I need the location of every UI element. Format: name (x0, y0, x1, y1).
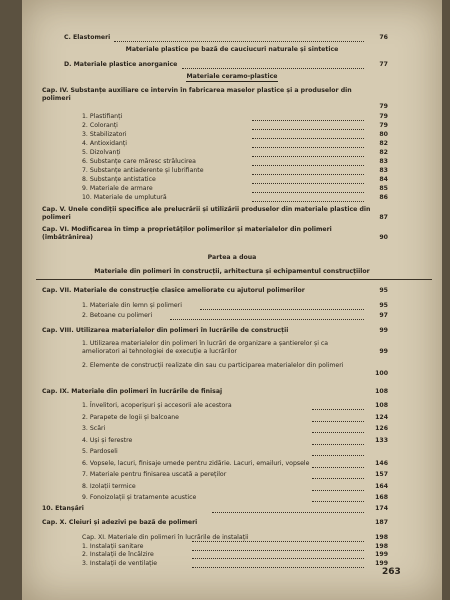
toc-entry: 2. Parapete de logii și balcoane (82, 413, 179, 421)
toc-entry: 2. Instalații de încălzire (82, 551, 154, 558)
leader-dots (200, 309, 364, 310)
toc-entry: 1. Materiale din lemn și polimeri (82, 302, 182, 309)
leader-dots (192, 567, 364, 568)
toc-page: 83 (379, 158, 388, 165)
toc-page: 124 (375, 413, 388, 421)
leader-dots (114, 41, 364, 42)
toc-page: 95 (379, 287, 388, 294)
toc-page: 79 (379, 103, 388, 110)
toc-entry: 10. Materiale de umplutură (82, 194, 167, 201)
toc-page: 86 (379, 194, 388, 201)
part-title: Materiale din polimeri în construcții, arhitectura și echipamentul construcțiilor (94, 268, 370, 275)
page-number: 263 (382, 567, 401, 577)
toc-page: 80 (379, 131, 388, 138)
leader-dots (252, 174, 364, 175)
leader-dots (252, 129, 364, 130)
toc-entry: 9. Materiale de armare (82, 185, 153, 192)
toc-entry: 3. Scări (82, 425, 106, 432)
chapter-entry: Cap. VI. Modificarea în timp a proprietăților polimerilor și materialelor din polimeri (îmbătrânirea) (42, 226, 332, 242)
toc-entry: 2. Coloranți (82, 122, 118, 129)
toc-entry: 4. Uși și ferestre (82, 436, 133, 444)
leader-dots (312, 478, 364, 479)
leader-dots (192, 541, 364, 542)
toc-page: 146 (375, 459, 388, 467)
leader-dots (252, 147, 364, 148)
leader-dots (312, 455, 364, 456)
chapter-entry: Cap. X. Cleiuri și adezivi pe bază de polimeri (42, 519, 198, 526)
toc-entry: 7. Materiale pentru finisarea uscată a pereților (82, 471, 227, 478)
leader-dots (170, 319, 364, 320)
toc-entry: 9. Fonoizolații și tratamente acustice (82, 494, 197, 501)
leader-dots (252, 192, 364, 193)
leader-dots (182, 68, 364, 69)
toc-entry: 1. Plastifianți (82, 113, 123, 120)
toc-page: 95 (379, 302, 388, 309)
toc-entry: 3. Stabilizatori (82, 131, 127, 138)
leader-dots (252, 156, 364, 157)
chapter-entry: Cap. VIII. Utilizarea materialelor din polimeri în lucrările de construcții (42, 327, 289, 334)
leader-dots (192, 558, 364, 559)
leader-dots (312, 490, 364, 491)
leader-dots (192, 550, 364, 551)
toc-page: 87 (379, 214, 388, 221)
toc-page: 108 (375, 402, 388, 409)
toc-page: 199 (375, 551, 388, 558)
toc-page: 82 (379, 140, 388, 147)
toc-entry: 3. Instalații de ventilație (82, 559, 158, 567)
toc-page: 108 (375, 388, 388, 395)
leader-dots (312, 467, 364, 468)
toc-page: 187 (375, 519, 388, 526)
toc-entry: Cap. XI. Materiale din polimeri în lucrările de instalații (82, 534, 249, 541)
toc-page: 97 (379, 312, 388, 319)
toc-entry: 8. Substanțe antistatice (82, 176, 156, 183)
toc-page: 164 (375, 482, 388, 490)
toc-entry: 2. Betoane cu polimeri (82, 312, 153, 319)
toc-page: 90 (379, 234, 388, 241)
leader-dots (312, 432, 364, 433)
toc-entry: 5. Dizolvanți (82, 149, 121, 156)
toc-entry: 8. Izolații termice (82, 482, 136, 490)
toc-entry: D. Materiale plastice anorganice (64, 61, 178, 68)
toc-page: 198 (375, 534, 388, 541)
toc-entry: C. Elastomeri (64, 34, 111, 41)
toc-entry: 1. Instalații sanitare (82, 542, 144, 550)
toc-page: 99 (379, 327, 388, 334)
toc-page: 76 (379, 34, 388, 41)
toc-entry: 1. Învelitori, acoperișuri și accesorii ale acestora (82, 402, 232, 409)
toc-entry: 2. Elemente de construcții realizate din sau cu participarea materialelor din polimeri (82, 362, 344, 369)
toc-page: 198 (375, 542, 388, 550)
section-heading: Materiale plastice pe bază de cauciucuri naturale și sintetice (125, 46, 339, 53)
toc-entry: 6. Vopsele, lacuri, finisaje umede pentru zidărie. Lacuri, emailuri, vopsele (82, 459, 310, 467)
divider (36, 279, 432, 280)
document-page (22, 0, 442, 600)
chapter-entry: Cap. IV. Substanțe auxiliare ce intervin în fabricarea maselor plastice și a produselor din polimeri (42, 87, 352, 103)
toc-page: 157 (375, 471, 388, 478)
toc-entry: 4. Antioxidanți (82, 140, 127, 147)
toc-page: 133 (375, 436, 388, 444)
toc-page: 79 (379, 113, 388, 120)
toc-page: 168 (375, 494, 388, 501)
toc-entry: 1. Utilizarea materialelor din polimeri în lucrări de organizare a șantierelor și ca amelioratori ai tehnologiei de execuție a lucrărilor (82, 340, 329, 356)
leader-dots (252, 165, 364, 166)
section-heading: Materiale ceramo-plastice (186, 73, 278, 80)
chapter-entry: Cap. V. Unele condiții specifice ale prelucrării și utilizării produselor din materiale plastice din polimeri (42, 206, 371, 222)
leader-dots (312, 444, 364, 445)
toc-page: 77 (379, 61, 388, 68)
toc-page: 99 (379, 348, 388, 355)
leader-dots (252, 201, 364, 202)
toc-page: 199 (375, 559, 388, 567)
leader-dots (252, 138, 364, 139)
leader-dots (312, 501, 364, 502)
leader-dots (312, 409, 364, 410)
toc-page: 85 (379, 185, 388, 192)
toc-page: 84 (379, 176, 388, 183)
leader-dots (252, 120, 364, 121)
toc-page: 126 (375, 425, 388, 432)
toc-page: 174 (375, 505, 388, 512)
toc-entry: 5. Pardoseli (82, 448, 118, 455)
leader-dots (252, 183, 364, 184)
toc-page: 83 (379, 167, 388, 174)
chapter-entry: Cap. VII. Materiale de construcție clasice ameliorate cu ajutorul polimerilor (42, 287, 305, 294)
toc-page: 79 (379, 122, 388, 129)
toc-page: 100 (375, 370, 388, 377)
chapter-entry: Cap. IX. Materiale din polimeri în lucrările de finisaj (42, 388, 223, 395)
leader-dots (212, 512, 364, 513)
toc-entry: 7. Substanțe antiaderente și lubrifiante (82, 167, 204, 174)
toc-page: 82 (379, 149, 388, 156)
leader-dots (312, 421, 364, 422)
chapter-entry: 10. Etanșări (42, 505, 84, 512)
part-heading: Partea a doua (207, 254, 257, 261)
toc-entry: 6. Substanțe care măresc strălucirea (82, 158, 196, 165)
